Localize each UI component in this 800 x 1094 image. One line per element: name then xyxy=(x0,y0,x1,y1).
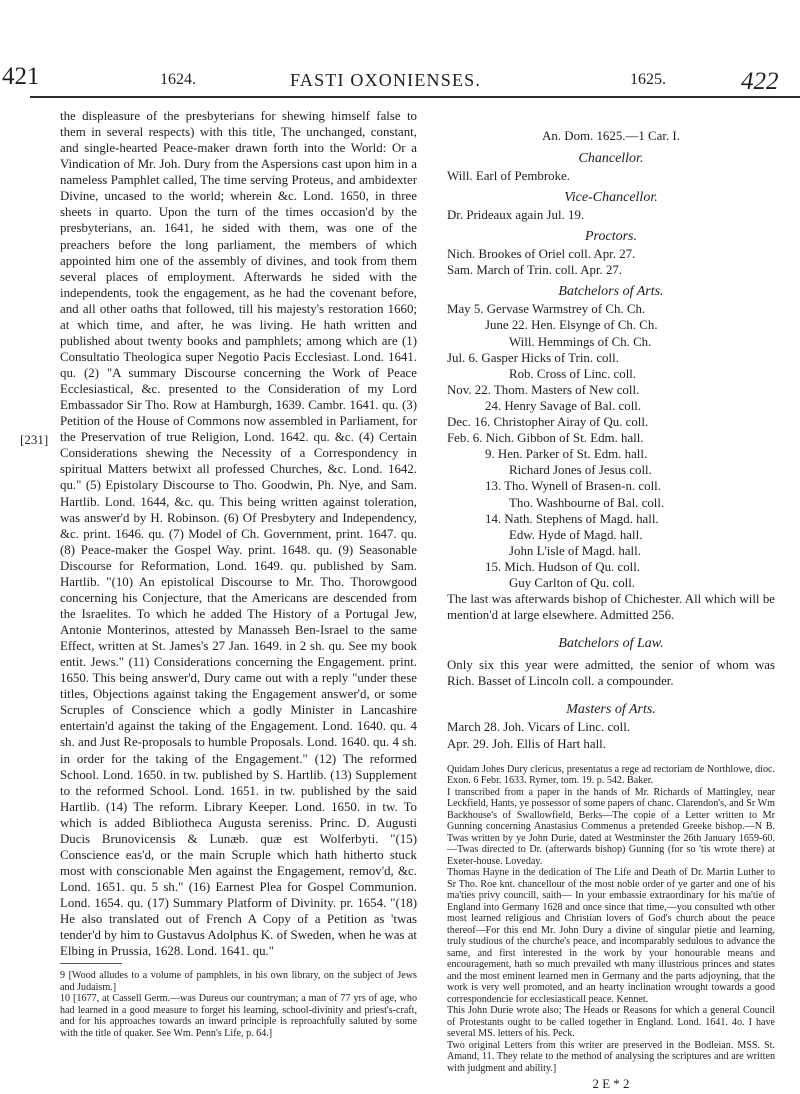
year-left: 1624. xyxy=(160,71,196,88)
ba-line: Rob. Cross of Linc. coll. xyxy=(509,366,637,381)
ba-line: Tho. Washbourne of Bal. coll. xyxy=(509,495,665,510)
ba-note: The last was afterwards bishop of Chichester. All which will be mention'd at large elsewhere. Admitted 256. xyxy=(447,592,775,623)
ma-line: March 28. Joh. Vicars of Linc. coll. xyxy=(447,720,630,735)
ba-line: 14. Nath. Stephens of Magd. hall. xyxy=(485,511,659,526)
note-paragraph: I transcribed from a paper in the hands of Mr. Richards of Mattingley, near Leckfield, Hants, ye possessor of some papers of chanc. Clarendon's, and Sr Wm Backhouse's of Swallowfield, Berks—The copie of a Letter written to Mr Gunning concerning Anastasius Commenus a pretended Greeke bishop.—N B. Twas written by ye John Durie, dated at Westminster the 26th January 1659-60.—Twas directed to Dr. (afterwards bishop) Gunning (for so 'tis wrote there) at Exeter-house. Loveday. xyxy=(447,786,775,867)
note-paragraph: This John Durie wrote also; The Heads or Reasons for which a general Council of Protestants ought to be called together in England. Lond. 1641. 4o. I have several MS. letters of his. Peck. xyxy=(447,1005,775,1040)
chancellor-name: Will. Earl of Pembroke. xyxy=(447,169,570,183)
proctor-line: Nich. Brookes of Oriel coll. Apr. 27. xyxy=(447,247,636,262)
footnote-9: 9 [Wood alludes to a volume of pamphlets, in his own library, on the subject of Jews and Judaism.] xyxy=(60,970,417,993)
left-column xyxy=(60,108,417,1074)
year-heading: An. Dom. 1625.—1 Car. I. xyxy=(542,129,680,143)
running-title: FASTI OXONIENSES. xyxy=(290,70,482,90)
ba-line: 9. Hen. Parker of St. Edm. hall. xyxy=(485,447,648,462)
ma-heading: Masters of Arts. xyxy=(566,702,656,718)
ba-line: Nov. 22. Thom. Masters of New coll. xyxy=(447,382,640,397)
ba-heading: Batchelors of Arts. xyxy=(558,284,664,300)
ba-line: Feb. 6. Nich. Gibbon of St. Edm. hall. xyxy=(447,431,644,446)
header-rule xyxy=(30,96,800,98)
margin-page-reference: [231] xyxy=(20,432,49,447)
ba-line: John L'isle of Magd. hall. xyxy=(509,543,641,558)
ba-line: Edw. Hyde of Magd. hall. xyxy=(509,527,643,542)
footnote-10: 10 [1677, at Cassell Germ.—was Dureus our countryman; a man of 77 yrs of age, who had learned in a good measure to forget his learning, school-divinity and priest's-craft, and for his approaches towards an inward principle is reproachfully saluted by some with the title of quaker. See Wm. Penn's Life, p. 64.] xyxy=(60,993,417,1039)
note-paragraph: Thomas Hayne in the dedication of The Life and Death of Dr. Martin Luther to Sr Tho. Roe knt. chancellour of the most noble order of ye garter and one of his ma'ties privy councill, saith— In your embassie extraordinary for his ma'tie of England into Germany 1628 and once since that time,—you consulted wth other most learned religious and Christian lovers of God's church about the peace thereof—For this end Mr. John Dury a divine of singular pietie and learning, truly studious of the churche's peace, and incomparably sedulous to advance the same, and first interested in the work by your honourable means and encouragement, hath so much prevailed wth many illustrious princes and states and the most eminent learned men in Germany and the parts adjoyning, that the work is very well promoted, and an hearty inclination wrought towards a good correspondencie for ecclesiasticall peace. Kennet. xyxy=(447,867,775,1005)
chancellor-heading: Chancellor. xyxy=(578,151,644,166)
ba-line: 24. Henry Savage of Bal. coll. xyxy=(485,398,642,413)
footnote-rule xyxy=(60,963,122,964)
proctors-heading: Proctors. xyxy=(585,229,637,245)
vice-chancellor-heading: Vice-Chancellor. xyxy=(564,190,658,206)
ba-line: June 22. Hen. Elsynge of Ch. Ch. xyxy=(485,318,658,333)
ba-line: Richard Jones of Jesus coll. xyxy=(509,463,652,478)
page-number-right: 422 xyxy=(741,68,779,95)
proctor-line: Sam. March of Trin. coll. Apr. 27. xyxy=(447,263,623,278)
note-paragraph: Quidam Johes Dury clericus, presentatus a rege ad rectoriam de Northlowe, dioc. Exon. 6 Febr. 1633. Rymer, tom. 19. p. 542. Baker. xyxy=(447,763,775,787)
ba-line: May 5. Gervase Warmstrey of Ch. Ch. xyxy=(447,302,646,317)
ba-line: Dec. 16. Christopher Airay of Qu. coll. xyxy=(447,415,649,430)
ba-line: 15. Mich. Hudson of Qu. coll. xyxy=(485,559,641,574)
signature-mark: 2 E * 2 xyxy=(592,1077,630,1092)
year-right: 1625. xyxy=(630,71,666,88)
ba-line: 13. Tho. Wynell of Brasen-n. coll. xyxy=(485,479,661,494)
ba-line: Guy Carlton of Qu. coll. xyxy=(509,575,636,590)
right-column xyxy=(447,108,775,1092)
note-paragraph: Two original Letters from this writer are preserved in the Bodleian. MSS. St. Amand, 11. They relate to the method of analysing the scriptures and are written with judgment and ability.] xyxy=(447,1039,775,1074)
ma-line: Apr. 29. Joh. Ellis of Hart hall. xyxy=(447,736,606,751)
body-paragraph: the displeasure of the presbyterians for shewing himself false to them in several respects) with this title, The unchanged, constant, and single-hearted Peace-maker drawn forth into the World: Or a Vindication of Mr. Joh. Dury from the Aspersions cast upon him in a nameless Pamphlet called, The time serving Proteus, and ambidexter Divine, uncased to the world; wherein &c. Lond. 1650, in three sheets in quarto. Upon the turn of the times occasion'd by the presbyterians, an. 1641, he sided with them, was one of the preachers before the long parliament, the members of which appointed him one of the assembly of divines, and took from them several places of employment. Afterwards he sided with the independents, took the engagement, as he had the covenant before, and all other oaths that followed, till his majesty's restoration 1660; at which time, and after, he was living. He hath written and published about twenty books and pamphlets; among which are (1) Consultatio Theologica super Negotio Pacis Ecclesiast. Lond. 1641. qu. (2) "A summary Discourse concerning the Work of Peace Ecclesiastical, &c. presented to the Consideration of my Lord Embassador Sir Tho. Row at Hamburgh, 1639. Cambr. 1641. qu. (3) Petition of the House of Commons now assembled in Parliament, for the Preservation of true Religion, Lond. 1642. qu. &c. (4) Certain Considerations shewing the Necessity of a Correspondency in spiritual Matters betwixt all professed Churches, &c. Lond. 1642. qu." (5) Epistolary Discourse to Tho. Goodwin, Ph. Nye, and Sam. Hartlib. Lond. 1644, &c. qu. This being written against toleration, was answer'd by H. Robinson. (6) Of Presbytery and Independency, &c. print. 1646. qu. (7) Model of Ch. Government, print. 1647. qu. (8) Peace-maker the Gospel Way. print. 1648. qu. (9) Seasonable Discourse for Reformation, Lond. 1649. qu. published by Sam. Hartlib. "(10) An epistolical Discourse to Mr. Tho. Thorowgood concerning his Conjecture, that the Americans are descended from the Israelites. To which he added The History of a Portugal Jew, Antonie Monterinos, attested by Manasseh Ben-Israel to the same Effect, written at St. James's 27 Jan. 1649. in 2 sh. qu. See my book entit. Jews." (11) Considerations concerning the Engagement. print. 1650. This being answer'd, Dury came out with a reply "under these titles, Objections against taking the Engagement answer'd, or some Scruples of Conscience which a godly Minister in Lancashire entertain'd against the taking of the Engagement. Lond. 1640. qu. 4 sh. and Just Re-proposals to humble Proposals. Lond. 1640. qu. 4 sh. in order for the taking of the Engagement." (12) The reformed School. Lond. 1650. in tw. published by S. Hartlib. (13) Supplement to the reformed School. Lond. 1651. in tw. published by the said Hartlib. (14) The reform. Library Keeper. Lond. 1650. in tw. To which is added Bibliotheca Augusta sereniss. Princ. D. Augusti Ducis Brunovicensis & Lunæb. quæ est Wolferbyti. "(15) Conscience eas'd, or the main Scruple which hath hitherto stuck most with conscionable Men against the Engagement, remov'd, &c. Lond. 1651. qu. 5 sh." (16) Earnest Plea for Gospel Communion. Lond. 1654. qu. (17) Summary Platform of Divinity. pr. 1654. "(18) He also translated out of French A Copy of a Petition as 'twas tender'd by him to Gustavus Adolphus K. of Sweden, when he was at Elbing in Prussia, 1628. Lond. 1641. qu." xyxy=(60,109,417,959)
ba-line: Will. Hemmings of Ch. Ch. xyxy=(509,334,652,349)
bl-heading: Batchelors of Law. xyxy=(558,636,664,652)
running-head xyxy=(0,0,800,95)
vice-chancellor-name: Dr. Prideaux again Jul. 19. xyxy=(447,208,585,223)
bl-note: Only six this year were admitted, the senior of whom was Rich. Basset of Lincoln coll. a compounder. xyxy=(447,658,775,689)
page-number-left: 421 xyxy=(2,63,40,90)
ba-line: Jul. 6. Gasper Hicks of Trin. coll. xyxy=(447,350,619,365)
